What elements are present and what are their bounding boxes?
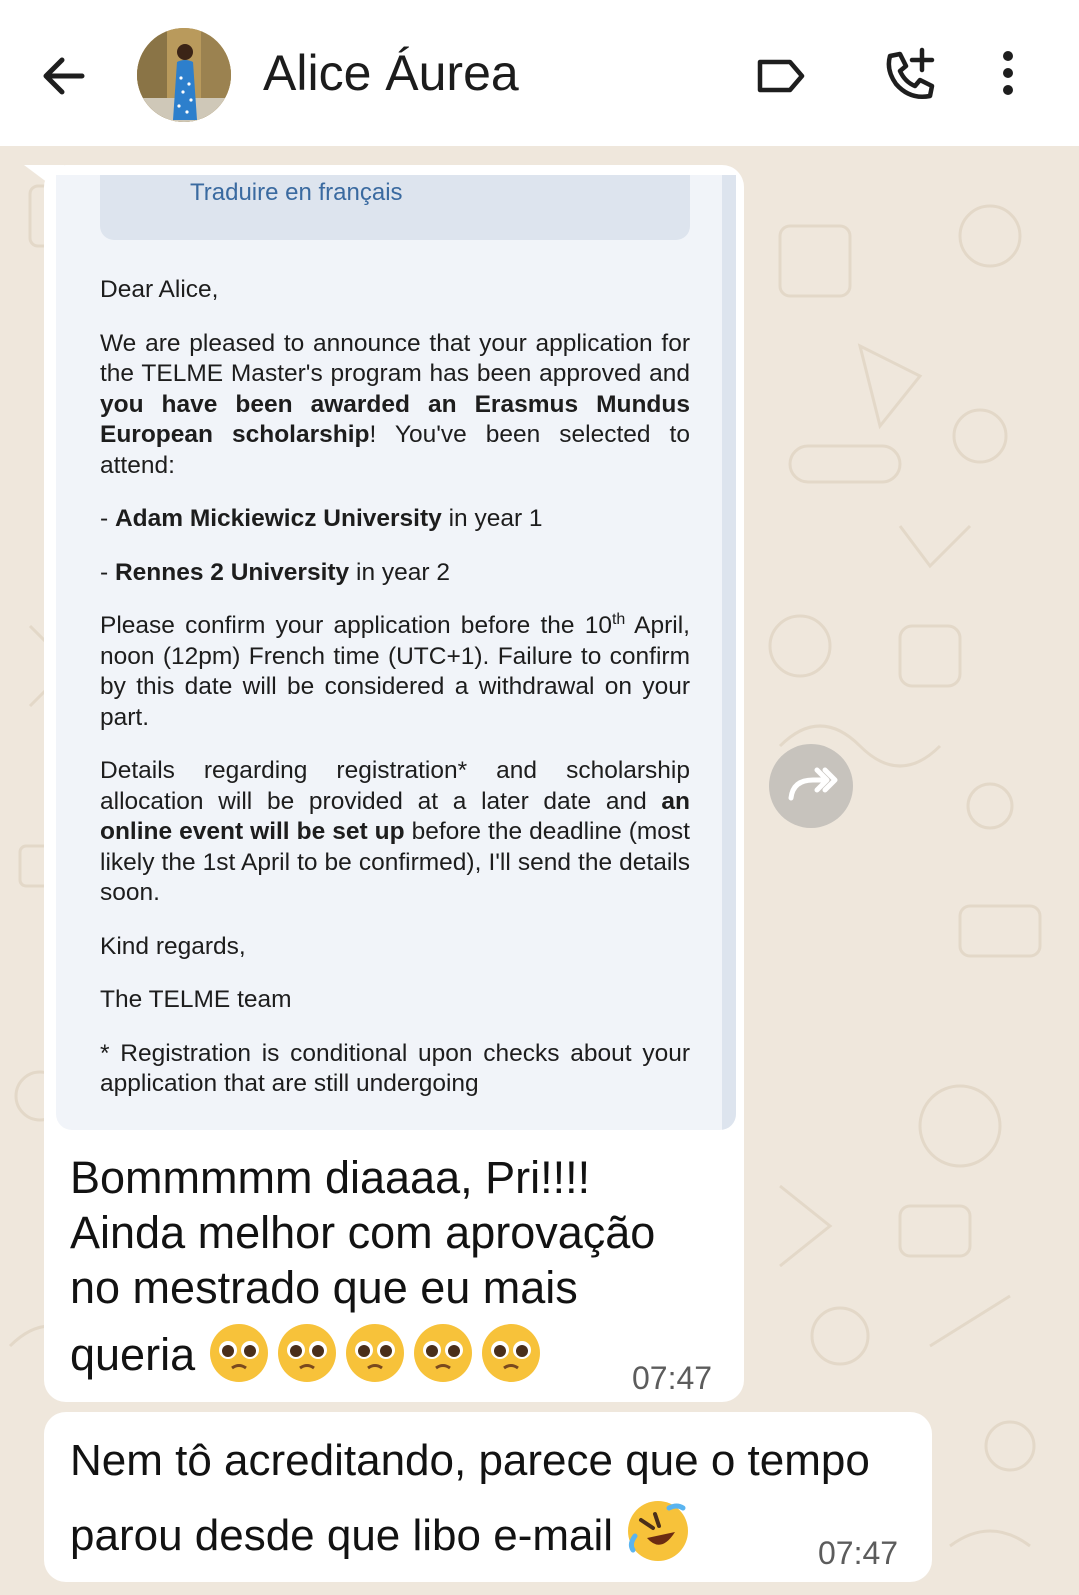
chat-header: [0, 0, 1079, 146]
message-timestamp: 07:47: [818, 1535, 899, 1571]
caption-line-3: no mestrado que eu mais: [70, 1262, 578, 1313]
forward-icon: [769, 744, 853, 828]
email-university-2: - Rennes 2 University in year 2: [100, 558, 450, 586]
caption-line-2: Ainda melhor com aprovação: [70, 1207, 656, 1258]
email-paragraph-3: Please confirm your application before the 10th April, noon (12pm) French time (UTC+1). Failure to confirm by this date will be considered a withdrawal on your part.: [100, 610, 690, 731]
pleading-face-emoji: [208, 1322, 270, 1384]
label-icon[interactable]: [752, 46, 812, 106]
image-edge: [722, 175, 736, 1130]
avatar[interactable]: [137, 28, 231, 122]
email-footnote: * Registration is conditional upon checks about your application that are still undergoing: [100, 1039, 690, 1097]
caption-line-4: queria: [70, 1329, 196, 1380]
back-arrow-icon[interactable]: [36, 48, 92, 104]
text-message-line-2: parou desde que libo e-mail: [70, 1511, 614, 1560]
pleading-face-emoji: [276, 1322, 338, 1384]
pleading-face-emoji: [412, 1322, 474, 1384]
pleading-face-emoji: [480, 1322, 542, 1384]
rolling-on-floor-laughing-emoji: [625, 1498, 691, 1564]
email-body: [100, 275, 690, 1100]
more-vert-icon[interactable]: [998, 46, 1038, 106]
translate-link: Traduire en français: [190, 179, 403, 206]
contact-name[interactable]: Alice Áurea: [263, 45, 519, 101]
email-signature: The TELME team: [100, 986, 292, 1013]
caption-line-4-wrap: [70, 1322, 548, 1384]
pleading-face-emoji: [344, 1322, 406, 1384]
text-message-line-2-wrap: [70, 1498, 697, 1564]
caption-line-1: Bommmmm diaaaa, Pri!!!!: [70, 1152, 591, 1203]
email-closing: Kind regards,: [100, 932, 246, 960]
email-paragraph-1: We are pleased to announce that your application for the TELME Master's program has been approved and you have been awarded an Erasmus Mundus European scholarship! You've been selected to attend:: [100, 329, 690, 479]
message-timestamp: 07:47: [632, 1360, 713, 1396]
text-message-line-1: Nem tô acreditando, parece que o tempo: [70, 1436, 870, 1485]
email-paragraph-4: Details regarding registration* and scholarship allocation will be provided at a later date and an online event will be set up before the deadline (most likely the 1st April to be confirmed), I'll send the details soon.: [100, 757, 690, 906]
email-screenshot-image[interactable]: [56, 175, 736, 1130]
email-greeting: Dear Alice,: [100, 276, 219, 303]
add-call-icon[interactable]: [880, 46, 940, 106]
email-university-1: - Adam Mickiewicz University in year 1: [100, 505, 543, 532]
translate-box: [100, 175, 690, 240]
forward-button[interactable]: [769, 744, 853, 828]
